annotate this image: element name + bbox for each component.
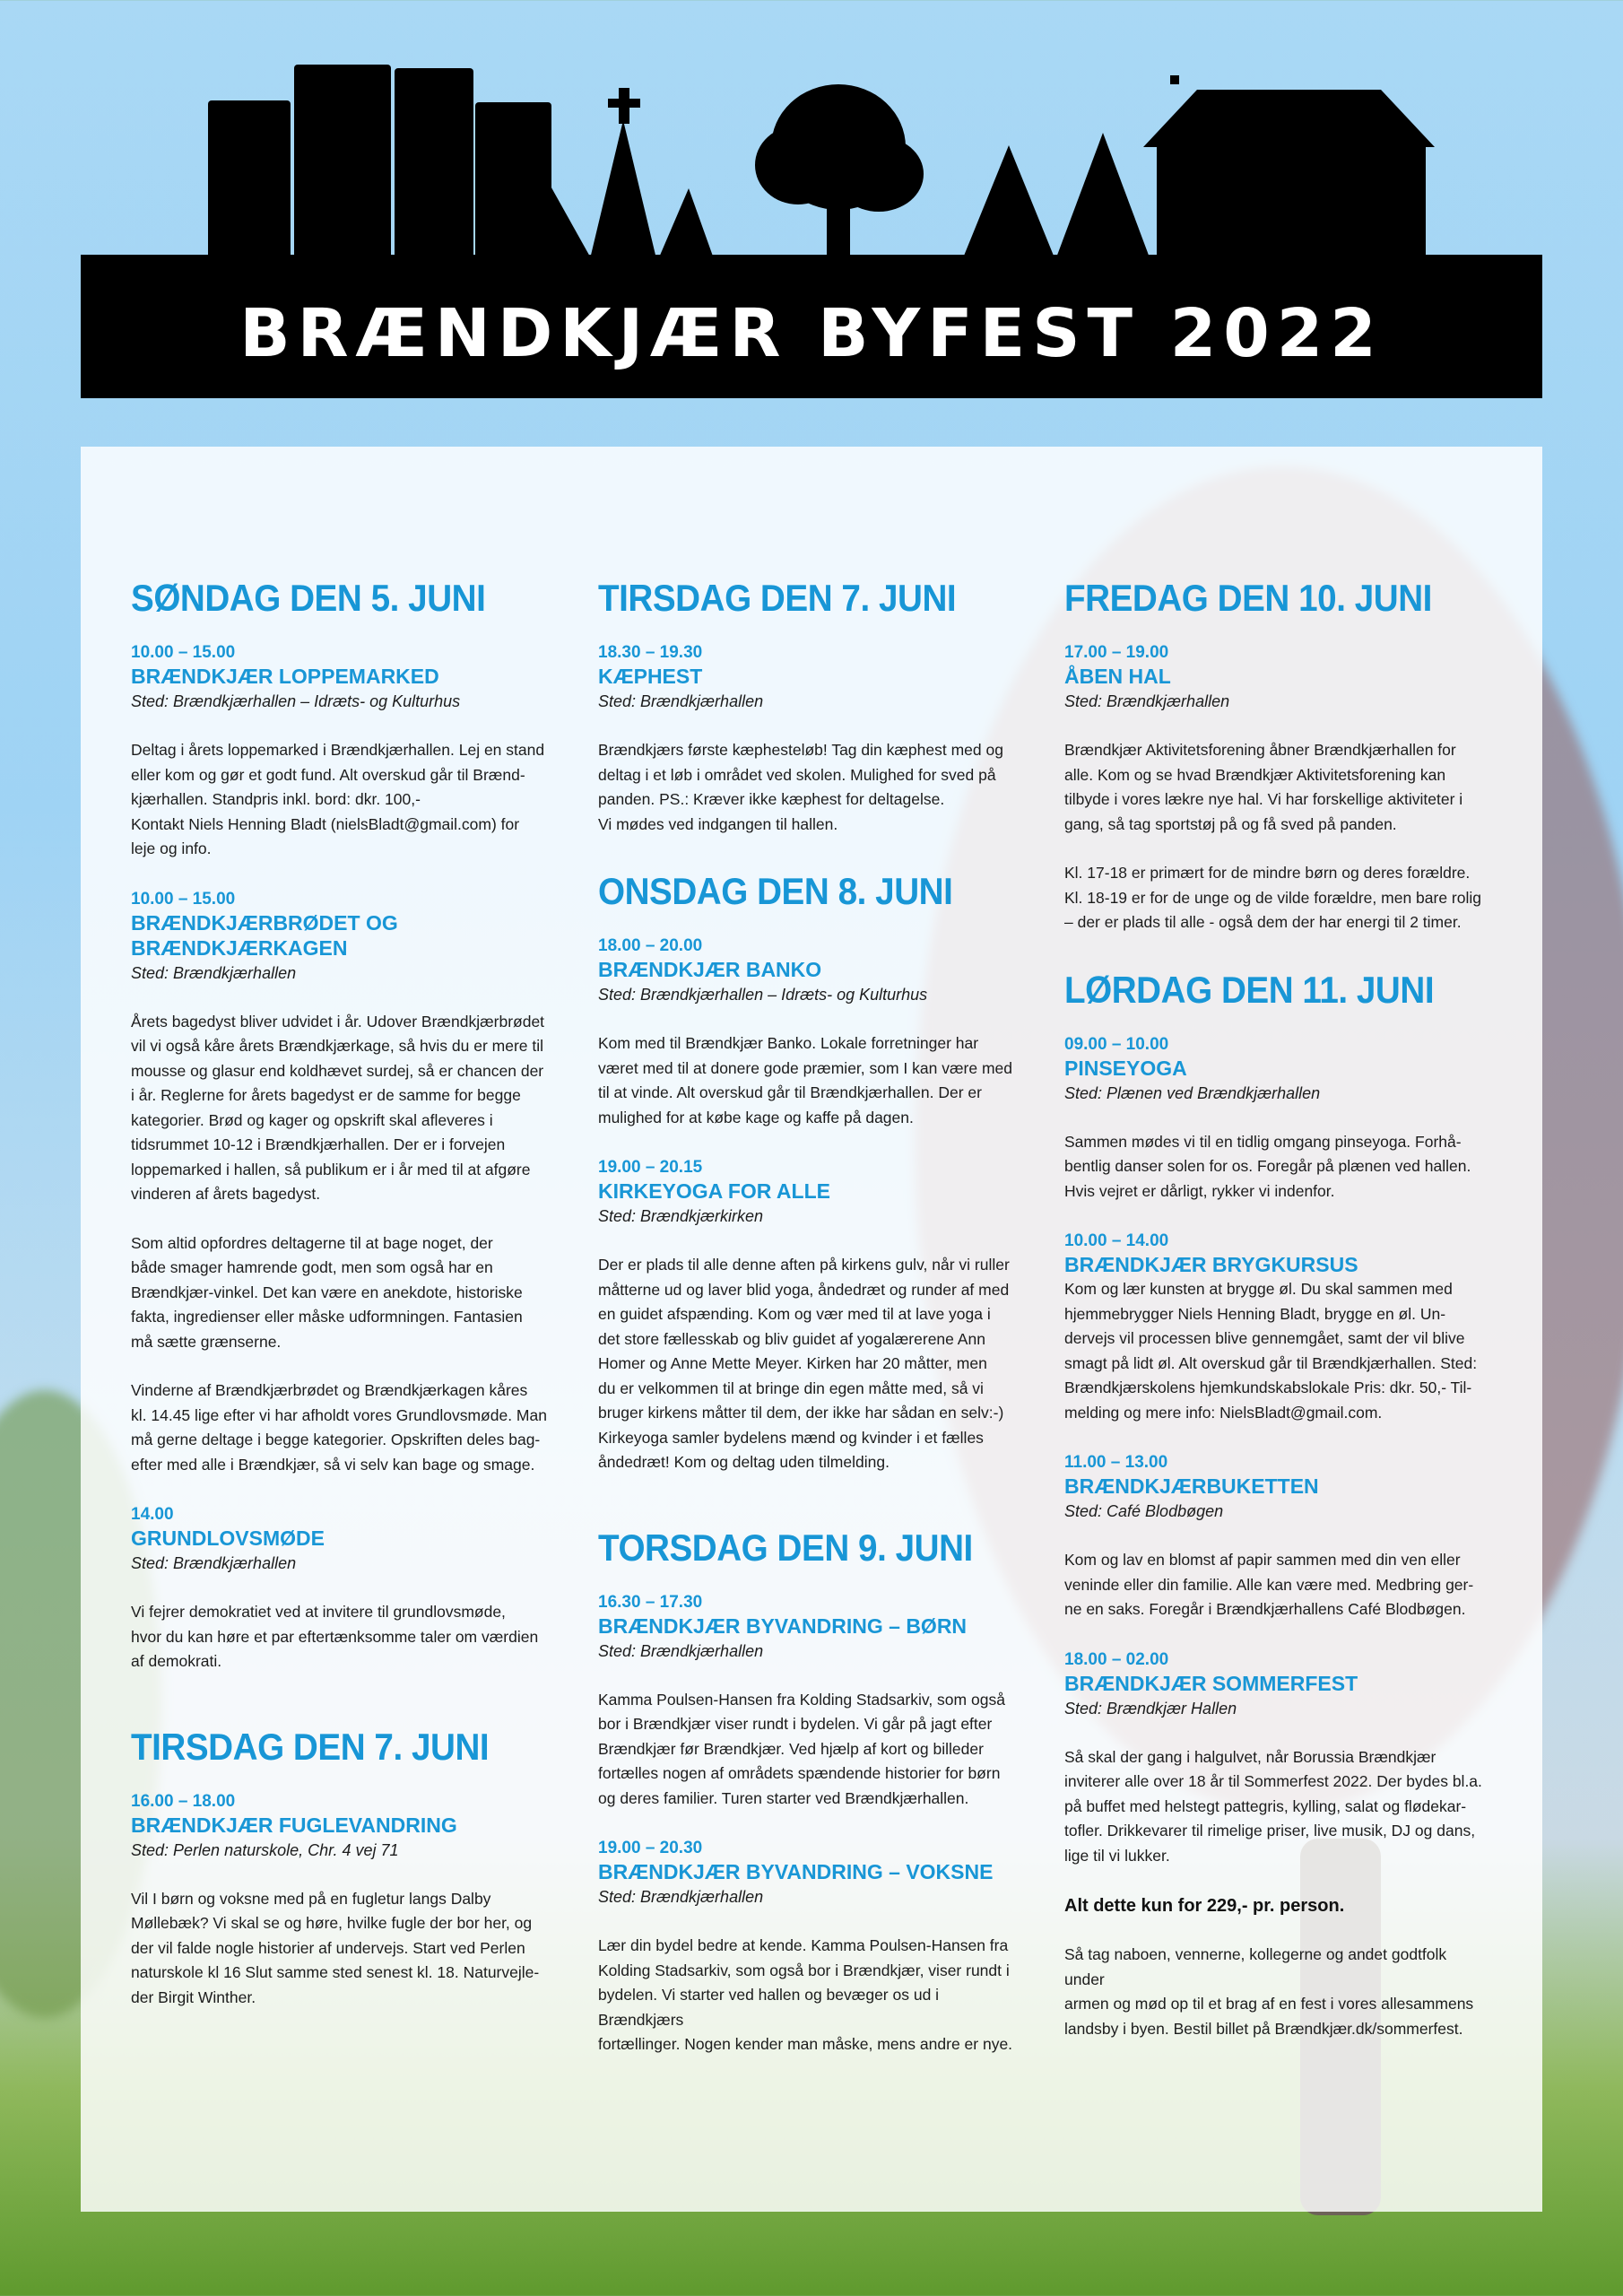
event-title: BRÆNDKJÆRBRØDET OG BRÆNDKJÆRKAGEN — [131, 910, 398, 960]
column-3 — [1064, 576, 1486, 2041]
event-description: Kom med til Brændkjær Banko. Lokale forretninger har været med til at donere gode præmier, som I kan være med til at vinde. Alt overskud går til Brændkjærhallen. Der er mulighed for at købe kage og kaffe på dagen. — [598, 1034, 1013, 1126]
event-time: 18.30 – 19.30 — [598, 643, 703, 662]
banner-title: BRÆNDKJÆR BYFEST 2022 — [239, 295, 1384, 372]
event-title: KÆPHEST — [598, 665, 703, 688]
event-byvandring-voksne — [598, 1838, 1020, 2057]
event-place: Sted: Brændkjærhallen — [598, 1888, 764, 1906]
event-time: 19.00 – 20.30 — [598, 1839, 703, 1857]
column-1 — [131, 576, 552, 2010]
event-place: Sted: Plænen ved Brændkjærhallen — [1064, 1083, 1321, 1102]
day-heading: TORSDAG DEN 9. JUNI — [598, 1526, 973, 1569]
event-description: Vi fejrer demokratiet ved at invitere til grundlovsmøde, hvor du kan høre et par eftertænksomme taler om værdien af demokrati. — [131, 1603, 539, 1670]
event-place: Sted: Brændkjærhallen – Idræts- og Kulturhus — [131, 692, 461, 710]
event-banko — [598, 935, 1020, 1130]
event-time: 16.00 – 18.00 — [131, 1791, 236, 1811]
event-sommerfest — [1064, 1649, 1486, 2042]
event-time: 14.00 — [131, 1505, 174, 1524]
event-description: Årets bagedyst bliver udvidet i år. Udover Brændkjærbrødet vil vi også kåre årets Brændkjærkage, så hvis du er mere til mousse og glasur end koldhævet surdej, så er chancen der i år. Reglerne for årets bagedyst er de samme for begge kategorier. Brød og kager og opskrift skal afleveres i tidsrummet 10-12 i Brændkjærhallen. Der er i forvejen loppemarked i hallen, så publikum er i år med til at afgøre vinderen af årets bagedyst. — [131, 1012, 545, 1203]
day-heading: TIRSDAG DEN 7. JUNI — [598, 577, 957, 619]
event-byvandring-boern — [598, 1592, 1020, 1812]
event-description: Kom og lær kunsten at brygge øl. Du skal sammen med hjemmebrygger Niels Henning Bladt, brygge en øl. Un- dervejs vil processen blive gennemgået, samt der vil blive smagt på lidt øl. Alt overskud går til Brændkjærhallen. Sted: Brændkjærskolens hjemkundskabslokale Pris: dkr. 50,- Til- melding og mere info: NielsBladt@gmail.com. — [1064, 1280, 1478, 1422]
event-kaephest — [598, 642, 1020, 837]
event-time: 16.30 – 17.30 — [598, 1592, 703, 1612]
event-buketten — [1064, 1452, 1486, 1622]
event-time: 11.00 – 13.00 — [1064, 1453, 1168, 1472]
event-time: 17.00 – 19.00 — [1064, 643, 1169, 662]
event-fuglevandring — [131, 1791, 552, 2011]
event-description: Lær din bydel bedre at kende. Kamma Poulsen-Hansen fra Kolding Stadsarkiv, som også bor i Brændkjær, viser rundt i bydelen. Vi starter ved hallen og bevæger os ud i Brændkjærs fortællinger. Nogen kender man måske, mens andre er nye. — [598, 1936, 1013, 2053]
event-place: Sted: Brændkjærhallen — [131, 963, 297, 982]
event-pinseyoga — [1064, 1034, 1486, 1205]
event-time: 10.00 – 15.00 — [131, 643, 236, 662]
event-bagedyst — [131, 889, 552, 1478]
event-place: Sted: Brændkjærhallen — [131, 1554, 297, 1572]
event-time: 10.00 – 14.00 — [1064, 1231, 1169, 1250]
event-time: 10.00 – 15.00 — [131, 889, 236, 909]
event-description: Brændkjær Aktivitetsforening åbner Brændkjærhallen for alle. Kom og se hvad Brændkjær Aktivitetsforening kan tilbyde i vores lækre nye hal. Vi har forskellige aktiviteter i gang, så tag sportstøj på og få sved på panden. — [1064, 741, 1463, 833]
event-description: Så skal der gang i halgulvet, når Borussia Brændkjær inviterer alle over 18 år til Sommerfest 2022. Der bydes bl.a. på buffet med helstegt pattegris, kylling, salat og flødekar- tofler. Drikkevarer til rimelige priser, live musik, DJ og dans, lige til vi lukker. — [1064, 1747, 1482, 1865]
event-title: BRÆNDKJÆR FUGLEVANDRING — [131, 1813, 457, 1837]
day-heading: SØNDAG DEN 5. JUNI — [131, 577, 486, 619]
column-2 — [598, 576, 1020, 2057]
event-title: PINSEYOGA — [1064, 1056, 1187, 1080]
event-description: Der er plads til alle denne aften på kirkens gulv, når vi ruller måtterne ud og laver blid yoga, åndedræt og runder af med en guidet afspænding. Kom og vær med til at lave yoga i det store fællesskab og bliv guidet af yogalærerene Ann Homer og Anne Mette Meyer. Kirken har 20 måtter, men du er velkommen til at bringe din egen måtte med, så vi bruger kirkens måtter til dem, der ikke har sådan en selv:-) Kirkeyoga samler bydelens mænd og kvinder i et fælles åndedræt! Kom og deltag uden tilmelding. — [598, 1256, 1010, 1471]
day-heading: FREDAG DEN 10. JUNI — [1064, 577, 1432, 619]
event-price: Alt dette kun for 229,- pr. person. — [1064, 1896, 1345, 1916]
event-description: Kamma Poulsen-Hansen fra Kolding Stadsarkiv, som også bor i Brændkjær viser rundt i bydelen. Vi går på jagt efter Brændkjær før Brændkjær. Ved hjælp af kort og billeder fortælles nogen af områdets spændende historier for børn og deres familier. Turen starter ved Brændkjærhallen. — [598, 1690, 1005, 1807]
event-place: Sted: Brændkjærhallen – Idræts- og Kulturhus — [598, 986, 928, 1004]
event-description: Vil I børn og voksne med på en fugletur langs Dalby Møllebæk? Vi skal se og høre, hvilke fugle der bor her, og der vil falde nogle historier af undervejs. Start ved Perlen naturskole kl 16 Slut samme sted senest kl. 18. Naturvejle- der Birgit Winther. — [131, 1889, 540, 2006]
event-place: Sted: Brændkjærhallen — [1064, 692, 1230, 710]
event-description: Sammen mødes vi til en tidlig omgang pinseyoga. Forhå- bentlig danser solen for os. Foregår på plænen ved hallen. Hvis vejret er dårligt, rykker vi indenfor. — [1064, 1132, 1471, 1200]
event-title: ÅBEN HAL — [1064, 665, 1171, 688]
event-title: GRUNDLOVSMØDE — [131, 1526, 325, 1550]
event-place: Sted: Café Blodbøgen — [1064, 1502, 1224, 1520]
event-description: Kom og lav en blomst af papir sammen med din ven eller veninde eller din familie. Alle kan være med. Medbring ger- ne en saks. Foregår i Brændkjærhallens Café Blodbøgen. — [1064, 1551, 1474, 1618]
event-aaben-hal — [1064, 642, 1486, 935]
event-description: Brændkjærs første kæphesteløb! Tag din kæphest med og deltag i et løb i området ved skolen. Mulighed for sved på panden. PS.: Kræver ikke kæphest for deltagelse. Vi mødes ved indgangen til hallen. — [598, 741, 1003, 833]
event-title: BRÆNDKJÆRBUKETTEN — [1064, 1474, 1319, 1498]
event-title: BRÆNDKJÆR BANKO — [598, 958, 822, 981]
event-title: KIRKEYOGA FOR ALLE — [598, 1179, 830, 1203]
event-time: 09.00 – 10.00 — [1064, 1034, 1169, 1054]
event-description: Så tag naboen, vennerne, kollegerne og andet godtfolk under armen og mød op til et brag af en fest i vores allesammens landsby i byen. Bestil billet på Brændkjær.dk/sommerfest. — [1064, 1945, 1474, 2038]
event-title: BRÆNDKJÆR SOMMERFEST — [1064, 1671, 1358, 1695]
day-heading: LØRDAG DEN 11. JUNI — [1064, 968, 1435, 1011]
event-kirkeyoga — [598, 1157, 1020, 1475]
event-time: 18.00 – 02.00 — [1064, 1649, 1169, 1669]
event-loppemarked — [131, 642, 552, 862]
event-description: Som altid opfordres deltagerne til at bage noget, der både smager hamrende godt, men som også har en Brændkjær-vinkel. Det kan være en anekdote, historiske fakta, ingredienser eller måske udformningen. Fantasien må sætte grænserne. — [131, 1233, 523, 1351]
event-place: Sted: Brændkjær Hallen — [1064, 1699, 1237, 1718]
event-description: Kl. 17-18 er primært for de mindre børn og deres forældre. Kl. 18-19 er for de unge og de vilde forældre, men bare rolig – der er plads til alle - også dem der har energi til 2 timer. — [1064, 864, 1481, 931]
event-title: BRÆNDKJÆR LOPPEMARKED — [131, 665, 439, 688]
event-time: 18.00 – 20.00 — [598, 936, 703, 955]
event-grundlovsmoede — [131, 1504, 552, 1674]
event-title: BRÆNDKJÆR BRYGKURSUS — [1064, 1253, 1358, 1276]
event-brygkursus — [1064, 1231, 1486, 1425]
event-place: Sted: Brændkjærkirken — [598, 1207, 764, 1225]
event-title: BRÆNDKJÆR BYVANDRING – VOKSNE — [598, 1860, 994, 1883]
event-description: Vinderne af Brændkjærbrødet og Brændkjærkagen kåres kl. 14.45 lige efter vi har afholdt vores Grundlovsmøde. Man må gerne deltage i begge kategorier. Opskriften deles bag- efter med alle i Brændkjær, så vi selv kan bage og smage. — [131, 1381, 547, 1474]
event-description: Deltag i årets loppemarked i Brændkjærhallen. Lej en stand eller kom og gør et godt fund. Alt overskud går til Brænd- kjærhallen. Standpris inkl. bord: dkr. 100,- Kontakt Niels Henning Bladt (nielsBladt@gmail.com) for leje og info. — [131, 741, 545, 857]
event-place: Sted: Brændkjærhallen — [598, 1641, 764, 1660]
day-heading: ONSDAG DEN 8. JUNI — [598, 870, 953, 912]
event-title: BRÆNDKJÆR BYVANDRING – BØRN — [598, 1613, 968, 1638]
event-place: Sted: Perlen naturskole, Chr. 4 vej 71 — [131, 1840, 399, 1859]
event-place: Sted: Brændkjærhallen — [598, 692, 764, 710]
day-heading: TIRSDAG DEN 7. JUNI — [131, 1725, 490, 1768]
event-time: 19.00 – 20.15 — [598, 1158, 703, 1177]
